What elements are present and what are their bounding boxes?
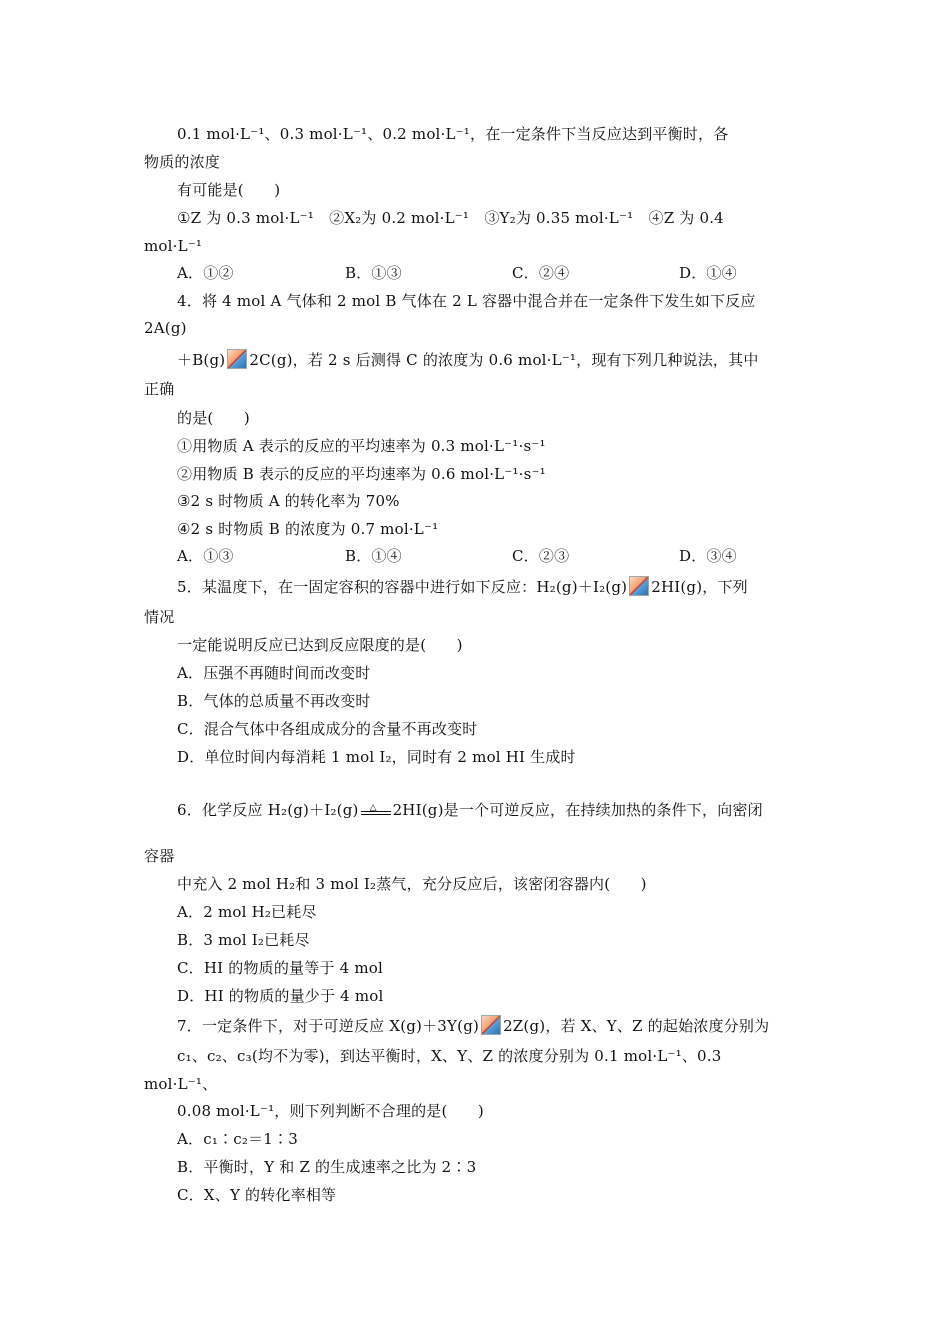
q6-option-c: C．HI 的物质的量等于 4 mol [177, 959, 383, 977]
q6-option-d: D．HI 的物质的量少于 4 mol [177, 987, 384, 1005]
q4-line-3 [177, 349, 759, 370]
q7-line-1-post: 2Z(g)，若 X、Y、Z 的起始浓度分别为 [503, 1017, 770, 1035]
q7-option-b: B．平衡时，Y 和 Z 的生成速率之比为 2∶3 [177, 1158, 477, 1176]
q5-option-c: C．混合气体中各组成成分的含量不再改变时 [177, 720, 478, 738]
q4-line-4: 正确 [144, 380, 175, 398]
q5-line-2: 情况 [144, 608, 175, 626]
q6-line-1 [177, 797, 763, 820]
q3-option-d: D．①④ [679, 264, 737, 282]
q5-option-a: A．压强不再随时间而改变时 [177, 664, 371, 682]
q7-line-4: 0.08 mol·L⁻¹，则下列判断不合理的是( ) [177, 1102, 484, 1120]
q4-statement-4: ④2 s 时物质 B 的浓度为 0.7 mol·L⁻¹ [177, 520, 439, 538]
q4-line-3-post: 2C(g)，若 2 s 后测得 C 的浓度为 0.6 mol·L⁻¹，现有下列几种说法，其中 [249, 351, 759, 369]
q5-line-1-pre: 5．某温度下，在一固定容积的容器中进行如下反应：H₂(g)＋I₂(g) [177, 578, 628, 596]
q6-option-b: B．3 mol I₂已耗尽 [177, 931, 310, 949]
q7-line-2: c₁、c₂、c₃(均不为零)，到达平衡时，X、Y、Z 的浓度分别为 0.1 mol·L⁻¹、0.3 [177, 1047, 722, 1065]
q4-line-2: 2A(g) [144, 319, 187, 337]
q5-line-1 [177, 576, 748, 597]
q3-option-c: C．②④ [512, 264, 570, 282]
q3-option-a: A．①② [177, 264, 234, 282]
reversible-arrow-icon [227, 349, 247, 369]
q4-statement-2: ②用物质 B 表示的反应的平均速率为 0.6 mol·L⁻¹·s⁻¹ [177, 465, 546, 483]
q5-option-b: B．气体的总质量不再改变时 [177, 692, 371, 710]
heated-reversible-arrow-icon: △ [361, 797, 391, 817]
q6-line-3: 中充入 2 mol H₂和 3 mol I₂蒸气，充分反应后，该密闭容器内( ) [177, 875, 647, 893]
q4-line-3-pre: ＋B(g) [177, 351, 226, 369]
q6-option-a: A．2 mol H₂已耗尽 [177, 903, 317, 921]
q6-line-1-pre: 6．化学反应 H₂(g)＋I₂(g) [177, 801, 359, 819]
q5-line-1-post: 2HI(g)，下列 [651, 578, 748, 596]
q4-statement-1: ①用物质 A 表示的反应的平均速率为 0.3 mol·L⁻¹·s⁻¹ [177, 437, 546, 455]
q7-option-a: A．c₁∶c₂＝1∶3 [177, 1130, 298, 1148]
q4-statement-3: ③2 s 时物质 A 的转化率为 70% [177, 492, 400, 510]
q7-option-c: C．X、Y 的转化率相等 [177, 1186, 337, 1204]
q3-statements: ①Z 为 0.3 mol·L⁻¹ ②X₂为 0.2 mol·L⁻¹ ③Y₂为 0.35 mol·L⁻¹ ④Z 为 0.4 [177, 209, 724, 227]
q6-line-2: 容器 [144, 847, 175, 865]
q6-line-1-post: 2HI(g)是一个可逆反应，在持续加热的条件下，向密闭 [392, 801, 763, 819]
q5-line-3: 一定能说明反应已达到反应限度的是( ) [177, 636, 463, 654]
q3-line-3: 有可能是( ) [177, 181, 281, 199]
q7-line-3: mol·L⁻¹、 [144, 1075, 218, 1093]
q3-line-1: 0.1 mol·L⁻¹、0.3 mol·L⁻¹、0.2 mol·L⁻¹，在一定条件下当反应达到平衡时，各 [177, 125, 729, 143]
reversible-arrow-icon [629, 576, 649, 596]
q3-option-b: B．①③ [345, 264, 402, 282]
q7-line-1 [177, 1015, 769, 1036]
q3-line-5: mol·L⁻¹ [144, 237, 203, 255]
q4-option-d: D．③④ [679, 547, 737, 565]
q4-option-b: B．①④ [345, 547, 402, 565]
q4-option-a: A．①③ [177, 547, 234, 565]
q5-option-d: D．单位时间内每消耗 1 mol I₂，同时有 2 mol HI 生成时 [177, 748, 576, 766]
q7-line-1-pre: 7．一定条件下，对于可逆反应 X(g)＋3Y(g) [177, 1017, 480, 1035]
q4-line-5: 的是( ) [177, 409, 250, 427]
reversible-arrow-icon [481, 1015, 501, 1035]
q3-line-2: 物质的浓度 [144, 153, 221, 171]
q4-line-1: 4．将 4 mol A 气体和 2 mol B 气体在 2 L 容器中混合并在一定条件下发生如下反应 [177, 292, 756, 310]
q4-option-c: C．②③ [512, 547, 570, 565]
